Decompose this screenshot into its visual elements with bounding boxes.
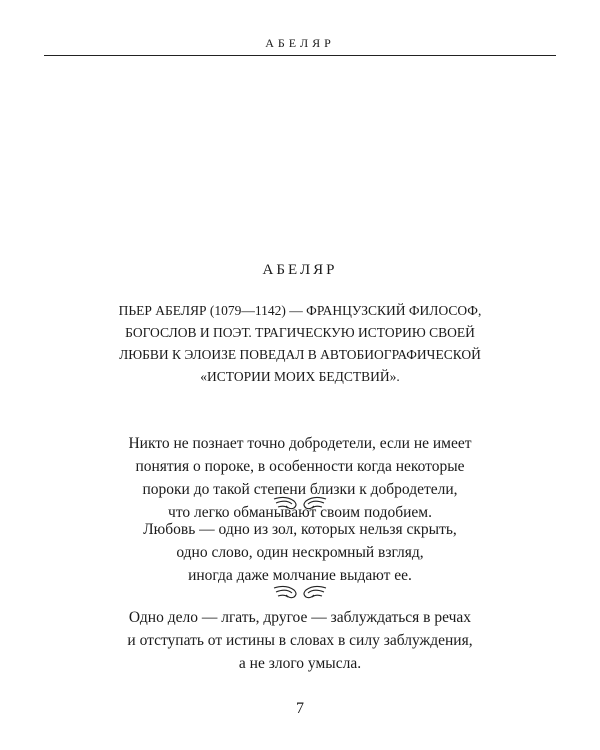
header-rule [44, 55, 556, 56]
quote-line: понятия о пороке, в особенности когда некоторые [135, 458, 465, 475]
bio-line: ПЬЕР АБЕЛЯР (1079—1142) — ФРАНЦУЗСКИЙ ФИЛОСОФ, [118, 303, 482, 318]
author-bio [0, 300, 600, 388]
quote-2 [0, 518, 600, 587]
quote-line: пороки до такой степени близки к добродетели, [142, 481, 458, 498]
bio-line: «ИСТОРИИ МОИХ БЕДСТВИЙ». [200, 369, 400, 384]
quote-line: иногда даже молчание выдают ее. [188, 567, 412, 584]
bio-line: ЛЮБВИ К ЭЛОИЗЕ ПОВЕДАЛ В АВТОБИОГРАФИЧЕСКОЙ [119, 347, 481, 362]
quote-line: Никто не познает точно добродетели, если не имеет [128, 435, 472, 452]
ornament-icon [270, 493, 330, 513]
quote-3 [0, 606, 600, 675]
page-number: 7 [296, 700, 304, 717]
quote-line: Одно дело — лгать, другое — заблуждаться в речах [128, 609, 472, 626]
chapter-title: АБЕЛЯР [262, 262, 338, 278]
running-head: АБЕЛЯР [265, 36, 335, 50]
quote-line: а не злого умысла. [238, 655, 362, 672]
bio-line: БОГОСЛОВ И ПОЭТ. ТРАГИЧЕСКУЮ ИСТОРИЮ СВОЕЙ [125, 325, 475, 340]
quote-line: одно слово, один нескромный взгляд, [176, 544, 424, 561]
quote-line: что легко обманывают своим подобием. [168, 504, 432, 521]
quote-line: и отступать от истины в словах в силу заблуждения, [127, 632, 473, 649]
ornament-icon [270, 582, 330, 602]
quote-line: Любовь — одно из зол, которых нельзя скрыть, [143, 521, 457, 538]
